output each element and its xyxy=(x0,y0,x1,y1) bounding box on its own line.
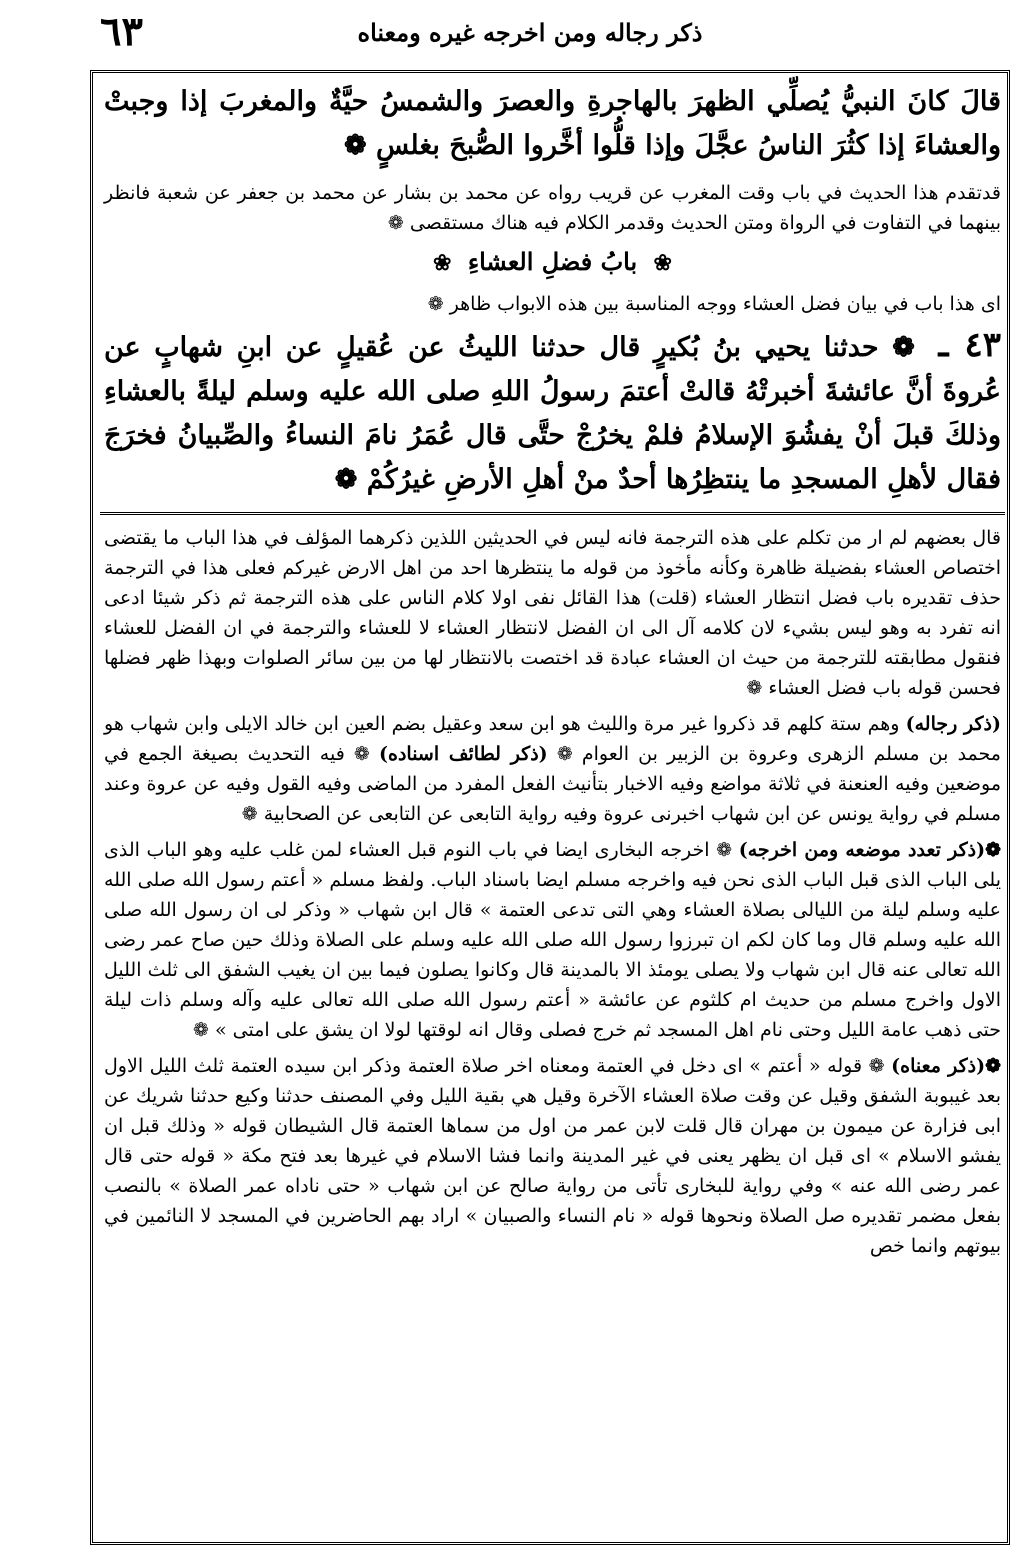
commentary-meaning xyxy=(104,1051,1001,1261)
chapter-heading xyxy=(100,242,1005,283)
hadith-text: ❁ حدثنا يحيي بنُ بُكيرٍ قال حدثنا الليثُ عن عُقيلٍ عن ابنِ شهابٍ عن عُروةَ أنَّ عائشةَ أخبرتْهُ قالتْ أعتمَ رسولُ اللهِ صلى الله عليه وسلم ليلةً بالعشاءِ وذلكَ قبلَ أنْ يفشُوَ الإسلامُ فلمْ يخرُجْ حتَّى قال عُمَرُ نامَ النساءُ والصِّبيانُ فخرَجَ فقال لأهلِ المسجدِ ما ينتظِرُها أحدٌ منْ أهلِ الأرضِ غيرُكُمْ ❁ xyxy=(104,332,1001,495)
section-label: (ذكر رجاله) xyxy=(905,713,1001,735)
hadith-main xyxy=(104,323,1001,502)
section-text: ❁ اخرجه البخارى ايضا في باب النوم قبل العشاء لمن غلب عليه وهو الباب الذى يلى الباب الذى قبل الباب الذى نحن فيه واخرجه مسلم ايضا باسناد الباب. ولفظ مسلم « أعتم رسول الله صلى الله عليه وسلم ليلة من الليالى بصلاة العشاء وهي التى تدعى العتمة » قال ابن شهاب « وذكر لى ان رسول الله صلى الله عليه وسلم قال وما كان لكم ان تبرزوا رسول الله صلى الله عليه وسلم على الصلاة وذلك حين صاح عمر رضى الله تعالى عنه قال ابن شهاب ولا يصلى يومئذ الا بالمدينة قال وكانوا يصلون فيما بين ان يغيب الشفق الى ثلث الليل الاول واخرج مسلم من حديث ام كلثوم عن عائشة « أعتم رسول الله صلى الله تعالى عليه وآله وسلم ذات ليلة حتى ذهب عامة الليل وحتى نام اهل المسجد ثم خرج فصلى وقال انه لوقتها لولا ان يشق على امتى » ❁ xyxy=(104,839,1001,1041)
running-header: ذكر رجاله ومن اخرجه غيره ومعناه xyxy=(357,18,703,47)
page-number: ٦٣ xyxy=(100,8,143,55)
commentary-narrators xyxy=(104,709,1001,829)
commentary-previous: قدتقدم هذا الحديث في باب وقت المغرب عن قريب رواه عن محمد بن بشار عن محمد بن جعفر عن شعبة فانظر بينهما في التفاوت في الرواة ومتن الحديث وقدمر الكلام فيه هناك مستقصى ❁ xyxy=(104,182,1001,234)
ornament-icon: ❀ xyxy=(653,250,672,276)
chapter-note: اى هذا باب في بيان فضل العشاء ووجه المناسبة بين هذه الابواب ظاهر ❁ xyxy=(427,293,1001,315)
page-content xyxy=(100,80,1005,1267)
section-text: وهم ستة كلهم قد ذكروا غير مرة والليث هو ابن سعد وعقيل بضم العين ابن خالد الايلى وابن شهاب هو محمد بن مسلم الزهرى وعروة بن الزبير بن العوام ❁ xyxy=(104,713,1001,765)
hadith-text-previous: قالَ كانَ النبيُّ يُصلِّي الظهرَ بالهاجرةِ والعصرَ والشمسُ حيَّةٌ والمغربَ إذا وجبتْ والعشاءَ إذا كثُرَ الناسُ عجَّلَ وإذا قلُّوا أخَّروا الصُّبحَ بغلسٍ ❁ xyxy=(104,86,1001,161)
chapter-title: بابُ فضلِ العشاءِ xyxy=(467,247,638,276)
commentary-paragraph: قال بعضهم لم ار من تكلم على هذه الترجمة فانه ليس في الحديثين اللذين ذكرهما المؤلف في هذا الباب ما يقتضى اختصاص العشاء بفضيلة ظاهرة وكأنه مأخوذ من قوله ما ينتظرها احد من اهل الارض غيركم فعلى هذا في الترجمة حذف تقديره باب فضل انتظار العشاء (قلت) هذا القائل نفى اولا كلام الناس على هذه الترجمة ثم ذكر شيئا ادعى انه تفرد به وهو ليس بشيء لان كلامه آل الى ان الفضل لانتظار العشاء لا للعشاء والترجمة في ان الفضل للعشاء فنقول مطابقته للترجمة من حيث ان العشاء عبادة قد اختصت بالانتظار لها من بين سائر الصلوات وبهذا ظهر فضلها فحسن قوله باب فضل العشاء ❁ xyxy=(104,527,1001,699)
commentary-sources xyxy=(104,835,1001,1045)
ornament-icon: ❀ xyxy=(433,250,452,276)
section-text: ❁ فيه التحديث بصيغة الجمع في موضعين وفيه العنعنة في ثلاثة مواضع وفيه الاخبار بتأنيث الفعل المفرد من الماضى وفيه القول وفيه عن عروة وعند مسلم في رواية يونس عن ابن شهاب اخبرنى عروة وفيه رواية التابعى عن التابعى عن الصحابية ❁ xyxy=(104,743,1002,825)
hadith-number: ٤٣ ـ xyxy=(938,325,1001,365)
section-label: ❁(ذكر معناه) xyxy=(891,1055,1001,1077)
divider xyxy=(100,512,1005,515)
section-label: ❁(ذكر تعدد موضعه ومن اخرجه) xyxy=(738,839,1001,861)
section-label: (ذكر لطائف اسناده) xyxy=(379,743,548,765)
section-text: ❁ قوله « أعتم » اى دخل في العتمة ومعناه اخر صلاة العتمة وذكر ابن سيده العتمة ثلث الليل الاول بعد غيبوبة الشفق وقيل عن وقت صلاة العشاء الآخرة وقيل هي بقية الليل وفي المصنف حدثنا وكيع حدثنا شريك عن ابى فزارة عن ميمون بن مهران قال قلت لابن عمر من اول من سماها العتمة قال الشيطان قوله « وذلك قبل ان يفشو الاسلام » اى قبل ان يظهر يعنى في غير المدينة وانما فشا الاسلام في غيرها بعد فتح مكة « قوله حتى قال عمر رضى الله عنه » وفي رواية للبخارى تأتى من رواية صالح عن ابن شهاب « حتى ناداه عمر الصلاة » بالنصب بفعل مضمر تقديره صل الصلاة ونحوها قوله « نام النساء والصبيان » اراد بهم الحاضرين في المسجد لا النائمين في بيوتهم وانما خص xyxy=(104,1055,1001,1257)
